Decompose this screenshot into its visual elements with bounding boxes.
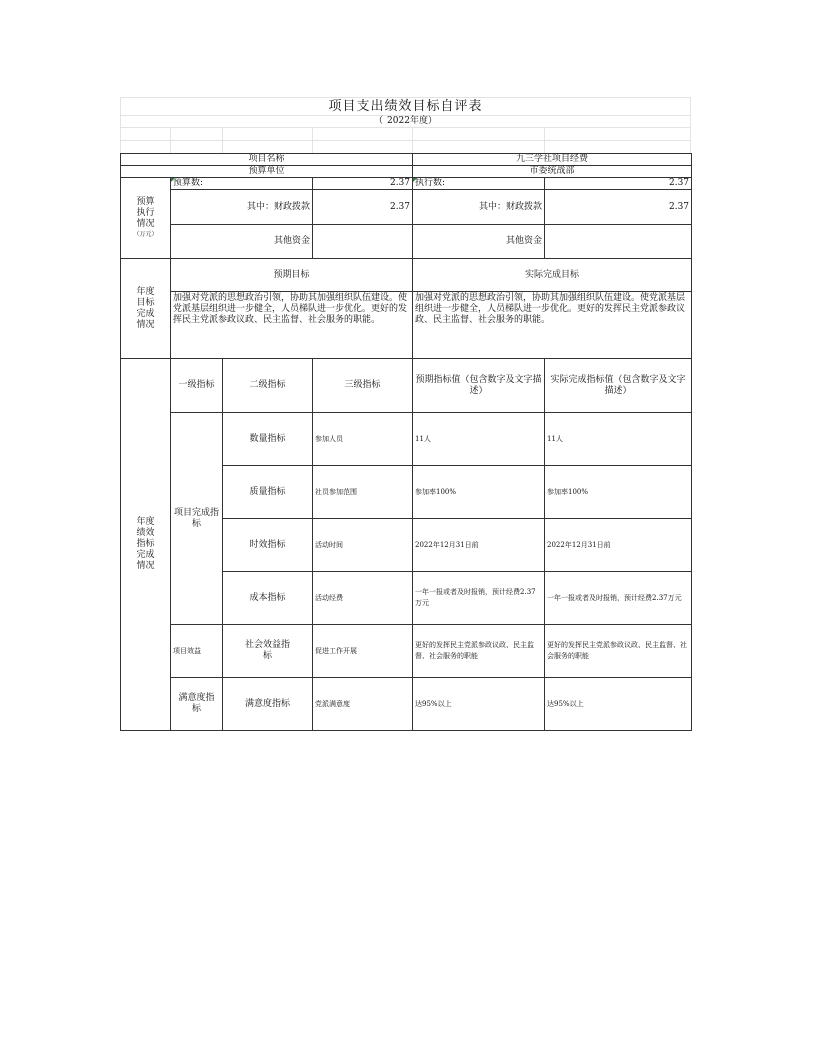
indicator-row: [121, 678, 692, 731]
group-satisfaction-label: [171, 678, 223, 731]
project-name-value: 九三学社项目经费: [413, 154, 692, 166]
budget-unit-label: 预算单位: [121, 166, 413, 178]
level3-cell: 活动时间: [313, 519, 413, 572]
budget-section-label: [121, 178, 171, 259]
level2-cell: 质量指标: [223, 466, 313, 519]
year-label: [120, 115, 691, 127]
fiscal-row: [121, 190, 692, 225]
other-funds-exec-label: 其他资金: [413, 225, 545, 259]
fiscal-exec-label: 其中：财政拨款: [413, 190, 545, 225]
expected-value-cell: 参加率100%: [413, 466, 545, 519]
budget-row: [121, 178, 692, 190]
project-name-row: [121, 154, 692, 166]
actual-value-cell: 2022年12月31日前: [545, 519, 692, 572]
level2-cell: 时效指标: [223, 519, 313, 572]
budget-unit-value: 市委统战部: [413, 166, 692, 178]
actual-value-cell: 参加率100%: [545, 466, 692, 519]
expected-value-cell: 一年一报或者及时报销，预计经费2.37万元: [413, 572, 545, 625]
goals-section-label: [121, 259, 171, 359]
actual-value-cell: 达95%以上: [545, 678, 692, 731]
expected-value-cell: 达95%以上: [413, 678, 545, 731]
project-name-label: 项目名称: [121, 154, 413, 166]
budget-amount-label: 预算数:: [171, 178, 313, 190]
expected-goal-header: 预期目标: [171, 259, 413, 292]
level2-header: 二级指标: [223, 359, 313, 413]
indicator-row: [121, 413, 692, 466]
actual-value-header: 实际完成指标值（包含数字及文字描述）: [545, 359, 692, 413]
level2-cell: 成本指标: [223, 572, 313, 625]
budget-unit-row: [121, 166, 692, 178]
level3-cell: 活动经费: [313, 572, 413, 625]
other-funds-budget-label: 其他资金: [171, 225, 313, 259]
group-satisfaction-text: 满意度指标: [178, 693, 215, 714]
gridline: [412, 127, 413, 153]
group-completion-text: 项目完成指标: [173, 507, 219, 529]
group-completion-label: [171, 413, 223, 625]
gridline: [312, 127, 313, 153]
year-open-paren: （: [374, 116, 384, 126]
indicator-row: [121, 625, 692, 678]
indicators-section-title: 年度绩效指标完成情况: [136, 517, 155, 571]
exec-amount-label: 执行数:: [413, 178, 545, 190]
gridline: [170, 127, 171, 153]
expected-value-cell: 2022年12月31日前: [413, 519, 545, 572]
level2-text: 社会效益指标: [244, 640, 290, 661]
actual-value-cell: 11人: [545, 413, 692, 466]
level3-cell: 促进工作开展: [313, 625, 413, 678]
level2-cell: 满意度指标: [223, 678, 313, 731]
indicators-section-label: [121, 359, 171, 731]
expected-value-cell: 更好的发挥民主党派参政议政、民主监督、社会服务的职能: [413, 625, 545, 678]
other-funds-budget-value: [313, 225, 413, 259]
gridline: [120, 140, 691, 141]
level1-header: 一级指标: [171, 359, 223, 413]
fiscal-exec-value: 2.37: [545, 190, 692, 225]
other-funds-row: [121, 225, 692, 259]
level2-cell: [223, 625, 313, 678]
other-funds-exec-value: [545, 225, 692, 259]
year-value: 2022年度）: [387, 116, 437, 126]
budget-section-unit: （万元）: [133, 231, 158, 238]
group-benefit-label: 项目效益: [171, 625, 223, 678]
sheet-title: 项目支出绩效目标自评表: [328, 99, 483, 114]
level3-cell: 党派满意度: [313, 678, 413, 731]
gridline: [120, 127, 691, 128]
gridline: [222, 127, 223, 153]
expected-value-cell: 11人: [413, 413, 545, 466]
level3-cell: 社员参加范围: [313, 466, 413, 519]
exec-amount-value: 2.37: [545, 178, 692, 190]
indicators-header-row: [121, 359, 692, 413]
goals-header-row: [121, 259, 692, 292]
budget-amount-value: 2.37: [313, 178, 413, 190]
level3-header: 三级指标: [313, 359, 413, 413]
goals-section-title: 年度目标完成情况: [136, 286, 155, 330]
level3-cell: 参加人员: [313, 413, 413, 466]
gridline: [544, 127, 545, 153]
budget-section-title: 预算执行情况: [136, 197, 155, 229]
fiscal-budget-value: 2.37: [313, 190, 413, 225]
actual-value-cell: 一年一报或者及时报销，预计经费2.37万元: [545, 572, 692, 625]
actual-value-cell: 更好的发挥民主党派参政议政、民主监督、社会服务的职能: [545, 625, 692, 678]
level2-cell: 数量指标: [223, 413, 313, 466]
actual-goal-header: 实际完成目标: [413, 259, 692, 292]
fiscal-budget-label: 其中：财政拨款: [171, 190, 313, 225]
actual-goal-text: 加强对党派的思想政治引领，协助其加强组织队伍建设。使党派基层组织进一步健全，人员梯队进一步优化。更好的发挥民主党派参政议政、民主监督、社会服务的职能。: [413, 292, 692, 359]
evaluation-table: [120, 153, 692, 731]
expected-value-header: 预期指标值（包含数字及文字描述）: [413, 359, 545, 413]
goals-text-row: [121, 292, 692, 359]
expected-goal-text: 加强对党派的思想政治引领，协助其加强组织队伍建设。使党派基层组织进一步健全，人员梯队进一步优化。更好的发挥民主党派参政议政、民主监督、社会服务的职能。: [171, 292, 413, 359]
